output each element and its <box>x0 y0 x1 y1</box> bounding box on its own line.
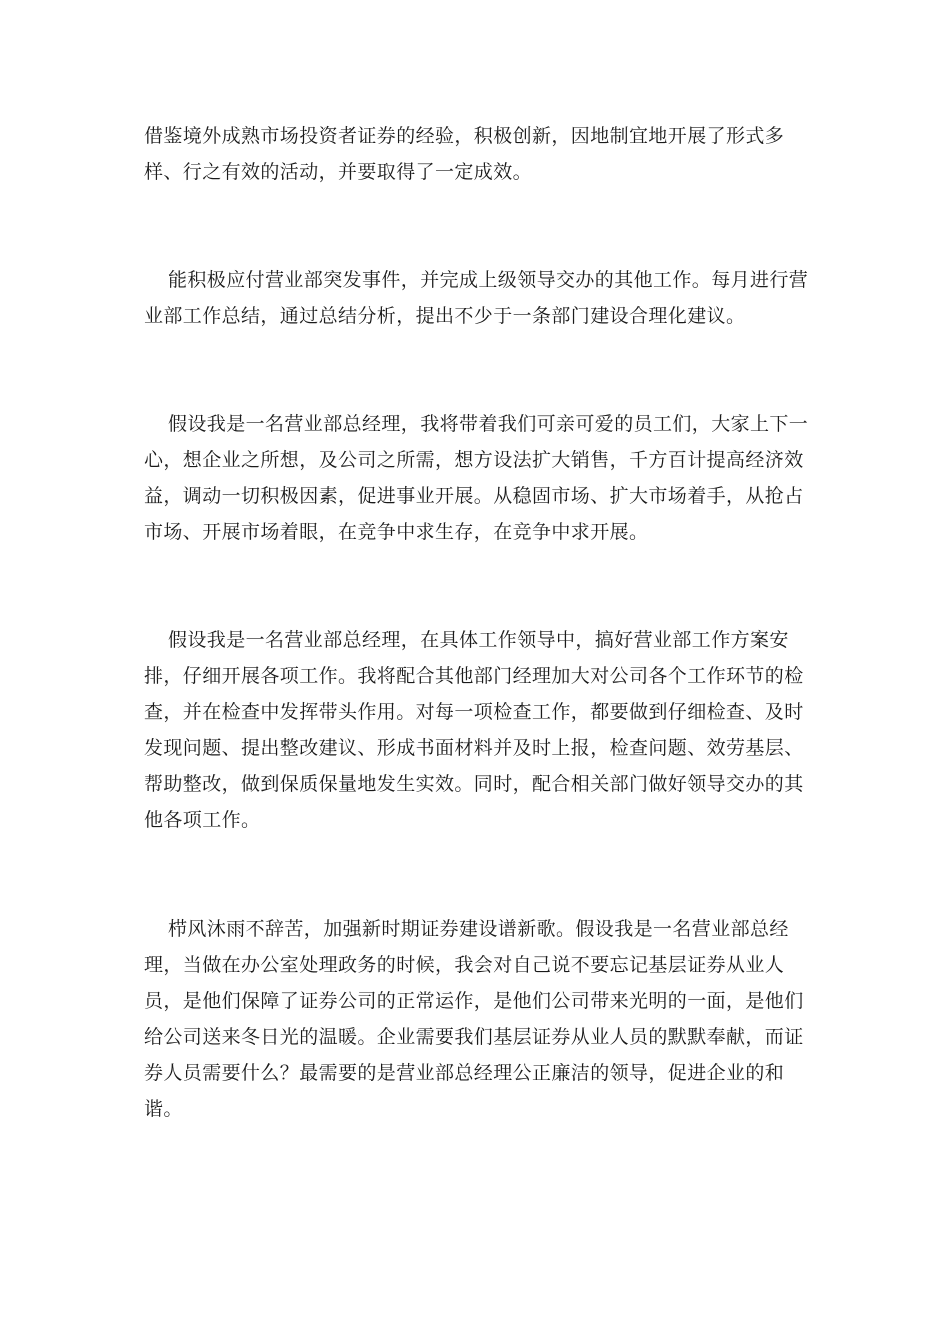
paragraph-2 <box>144 262 810 334</box>
paragraph-5 <box>144 911 810 1127</box>
paragraph-3-text: 假设我是一名营业部总经理，我将带着我们可亲可爱的员工们，大家上下一心，想企业之所想，及公司之所需，想方设法扩大销售，千方百计提高经济效益，调动一切积极因素，促进事业开展。从稳固市场、扩大市场着手，从抢占市场、开展市场着眼，在竞争中求生存，在竞争中求开展。 <box>144 413 809 543</box>
paragraph-1 <box>144 118 810 190</box>
paragraph-4 <box>144 622 810 838</box>
paragraph-5-text: 栉风沐雨不辞苦，加强新时期证券建设谱新歌。假设我是一名营业部总经理，当做在办公室处理政务的时候，我会对自己说不要忘记基层证券从业人员，是他们保障了证券公司的正常运作，是他们公司带来光明的一面，是他们给公司送来冬日光的温暖。企业需要我们基层证券从业人员的默默奉献，而证券人员需要什么？最需要的是营业部总经理公正廉洁的领导，促进企业的和谐。 <box>144 918 804 1120</box>
paragraph-2-text: 能积极应付营业部突发事件，并完成上级领导交办的其他工作。每月进行营业部工作总结，通过总结分析，提出不少于一条部门建设合理化建议。 <box>144 269 809 327</box>
paragraph-4-text: 假设我是一名营业部总经理，在具体工作领导中，搞好营业部工作方案安排，仔细开展各项工作。我将配合其他部门经理加大对公司各个工作环节的检查，并在检查中发挥带头作用。对每一项检查工作，都要做到仔细检查、及时发现问题、提出整改建议、形成书面材料并及时上报，检查问题、效劳基层、帮助整改，做到保质保量地发生实效。同时，配合相关部门做好领导交办的其他各项工作。 <box>144 629 804 831</box>
paragraph-1-text: 借鉴境外成熟市场投资者证券的经验，积极创新，因地制宜地开展了形式多样、行之有效的活动，并要取得了一定成效。 <box>144 125 785 183</box>
paragraph-3 <box>144 406 810 550</box>
